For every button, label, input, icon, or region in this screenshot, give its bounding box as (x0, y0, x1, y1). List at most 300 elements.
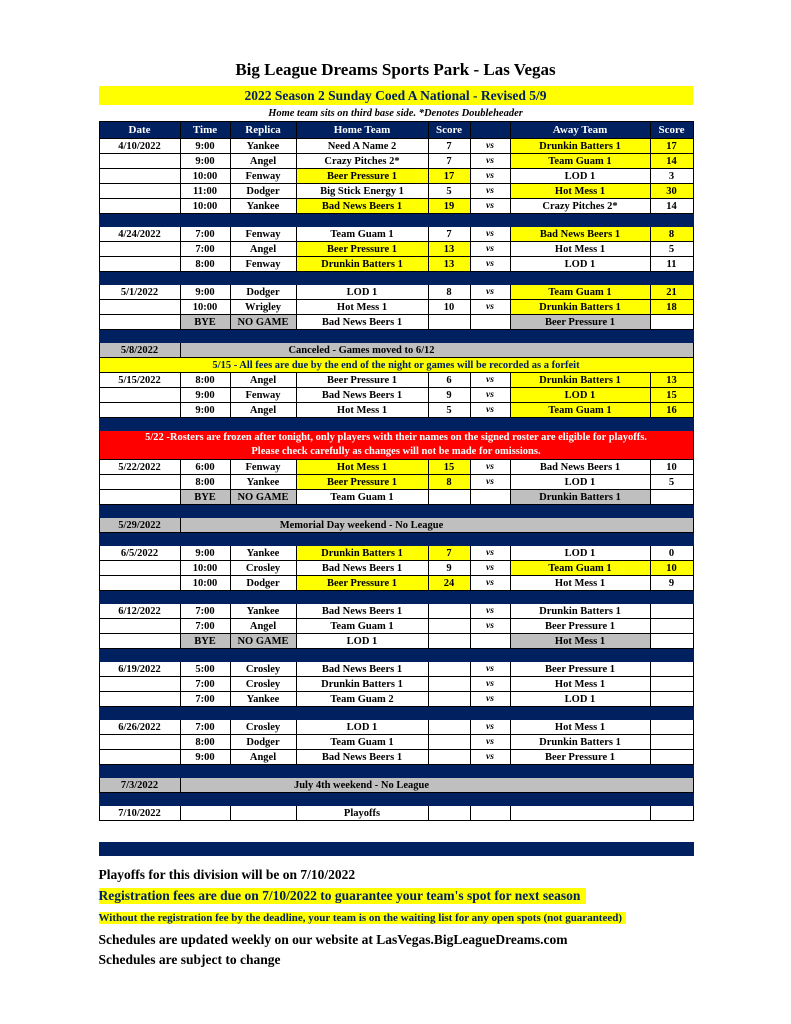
registration-fee-note: Registration fees are due on 7/10/2022 to guarantee your team's spot for next season (99, 888, 587, 904)
away-team-cell: Hot Mess 1 (510, 242, 650, 257)
time-cell: 9:00 (180, 403, 230, 418)
roster-alert-row (99, 431, 693, 460)
game-row (99, 460, 693, 475)
time-cell: 7:00 (180, 692, 230, 707)
game-row (99, 373, 693, 388)
replica-cell: Dodger (230, 735, 296, 750)
replica-cell: Fenway (230, 227, 296, 242)
vs-cell: vs (470, 662, 510, 677)
home-team-cell: Team Guam 1 (296, 227, 428, 242)
home-score-cell: 5 (428, 403, 470, 418)
schedule-sheet (99, 86, 693, 856)
col-header-score: Score (650, 122, 693, 139)
game-row (99, 475, 693, 490)
away-score-cell: 10 (650, 561, 693, 576)
time-cell: 9:00 (180, 154, 230, 169)
replica-cell: Dodger (230, 285, 296, 300)
away-score-cell: 13 (650, 373, 693, 388)
home-team-cell: Team Guam 1 (296, 735, 428, 750)
separator-band (99, 533, 693, 546)
away-score-cell (650, 806, 693, 821)
notice-row (99, 778, 693, 793)
home-team-note: Home team sits on third base side. *Denotes Doubleheader (268, 108, 523, 119)
date-cell (99, 475, 180, 490)
away-team-cell: LOD 1 (510, 475, 650, 490)
separator-row (99, 272, 693, 285)
away-score-cell: 11 (650, 257, 693, 272)
home-team-cell: Drunkin Batters 1 (296, 257, 428, 272)
separator-band (99, 214, 693, 227)
notice-row (99, 343, 693, 358)
separator-row (99, 649, 693, 662)
notice-date-cell: 5/8/2022 (99, 343, 180, 358)
separator-band (99, 591, 693, 604)
away-team-cell: Team Guam 1 (510, 561, 650, 576)
away-team-cell: Bad News Beers 1 (510, 460, 650, 475)
away-team-cell: Beer Pressure 1 (510, 662, 650, 677)
blank-band (99, 821, 693, 843)
home-score-cell: 7 (428, 227, 470, 242)
vs-cell (470, 634, 510, 649)
home-score-cell: 9 (428, 388, 470, 403)
game-row (99, 561, 693, 576)
home-score-cell (428, 604, 470, 619)
separator-band (99, 272, 693, 285)
subject-to-change-note: Schedules are subject to change (98, 952, 281, 967)
away-team-cell: Drunkin Batters 1 (510, 139, 650, 154)
vs-cell: vs (470, 257, 510, 272)
col-header-time: Time (180, 122, 230, 139)
vs-cell: vs (470, 242, 510, 257)
home-score-cell: 13 (428, 242, 470, 257)
date-cell (99, 634, 180, 649)
game-row (99, 692, 693, 707)
away-score-cell: 8 (650, 227, 693, 242)
home-team-cell: Bad News Beers 1 (296, 199, 428, 214)
game-row (99, 750, 693, 765)
away-score-cell: 30 (650, 184, 693, 199)
separator-row (99, 533, 693, 546)
no-game-cell: NO GAME (230, 634, 296, 649)
vs-cell: vs (470, 677, 510, 692)
home-score-cell (428, 619, 470, 634)
date-cell: 4/24/2022 (99, 227, 180, 242)
away-team-cell: Beer Pressure 1 (510, 315, 650, 330)
replica-cell: Wrigley (230, 300, 296, 315)
fees-banner-text: 5/15 - All fees are due by the end of the night or games will be recorded as a forfeit (99, 358, 693, 373)
game-row (99, 300, 693, 315)
game-row (99, 720, 693, 735)
playoffs-date-note: Playoffs for this division will be on 7/10/2022 (98, 867, 356, 882)
home-team-cell: Beer Pressure 1 (296, 576, 428, 591)
time-cell: 5:00 (180, 662, 230, 677)
vs-cell: vs (470, 735, 510, 750)
replica-cell: Angel (230, 619, 296, 634)
replica-cell: Yankee (230, 604, 296, 619)
separator-row (99, 793, 693, 806)
time-cell: 9:00 (180, 546, 230, 561)
home-team-cell: Beer Pressure 1 (296, 242, 428, 257)
replica-cell: Fenway (230, 257, 296, 272)
home-score-cell (428, 720, 470, 735)
time-cell: 9:00 (180, 388, 230, 403)
away-team-cell: Bad News Beers 1 (510, 227, 650, 242)
no-game-cell: NO GAME (230, 315, 296, 330)
bye-row (99, 315, 693, 330)
notice-text-cell: Memorial Day weekend - No League (180, 518, 693, 533)
replica-cell: Yankee (230, 546, 296, 561)
vs-cell: vs (470, 169, 510, 184)
game-row (99, 662, 693, 677)
home-team-cell: Team Guam 2 (296, 692, 428, 707)
away-score-cell: 9 (650, 576, 693, 591)
away-team-cell: Hot Mess 1 (510, 677, 650, 692)
separator-row (99, 330, 693, 343)
home-team-cell: Team Guam 1 (296, 490, 428, 505)
blank-row (99, 821, 693, 843)
home-score-cell: 7 (428, 546, 470, 561)
home-score-cell (428, 634, 470, 649)
replica-cell: Yankee (230, 475, 296, 490)
away-score-cell: 21 (650, 285, 693, 300)
away-score-cell: 5 (650, 475, 693, 490)
away-score-cell (650, 750, 693, 765)
date-cell (99, 735, 180, 750)
home-team-cell: Bad News Beers 1 (296, 604, 428, 619)
playoffs-row (99, 806, 693, 821)
away-team-cell: Beer Pressure 1 (510, 750, 650, 765)
home-team-cell: Beer Pressure 1 (296, 373, 428, 388)
away-score-cell: 10 (650, 460, 693, 475)
away-score-cell (650, 720, 693, 735)
time-cell: 10:00 (180, 561, 230, 576)
date-cell (99, 199, 180, 214)
vs-cell: vs (470, 460, 510, 475)
date-cell (99, 750, 180, 765)
separator-row (99, 765, 693, 778)
away-team-cell: LOD 1 (510, 546, 650, 561)
separator-row (99, 591, 693, 604)
date-cell: 6/12/2022 (99, 604, 180, 619)
date-cell: 6/26/2022 (99, 720, 180, 735)
away-team-cell: LOD 1 (510, 388, 650, 403)
time-cell: 9:00 (180, 285, 230, 300)
vs-cell: vs (470, 199, 510, 214)
alert-line: Please check carefully as changes will not be made for omissions. (251, 446, 541, 457)
separator-row (99, 505, 693, 518)
vs-cell: vs (470, 184, 510, 199)
time-cell: 6:00 (180, 460, 230, 475)
col-header-score: Score (428, 122, 470, 139)
schedule-table (99, 121, 694, 856)
replica-cell: Angel (230, 750, 296, 765)
time-cell: 11:00 (180, 184, 230, 199)
vs-cell: vs (470, 750, 510, 765)
vs-cell: vs (470, 604, 510, 619)
home-score-cell: 9 (428, 561, 470, 576)
time-cell: 7:00 (180, 619, 230, 634)
home-score-cell (428, 806, 470, 821)
game-row (99, 619, 693, 634)
vs-cell: vs (470, 154, 510, 169)
home-score-cell: 24 (428, 576, 470, 591)
home-score-cell: 10 (428, 300, 470, 315)
replica-cell: Angel (230, 154, 296, 169)
away-team-cell: Team Guam 1 (510, 403, 650, 418)
separator-band (99, 793, 693, 806)
date-cell: 5/22/2022 (99, 460, 180, 475)
game-row (99, 199, 693, 214)
home-score-cell: 8 (428, 285, 470, 300)
game-row (99, 154, 693, 169)
date-cell (99, 169, 180, 184)
vs-cell: vs (470, 300, 510, 315)
away-team-cell: Crazy Pitches 2* (510, 199, 650, 214)
separator-row (99, 843, 693, 856)
separator-row (99, 214, 693, 227)
date-cell (99, 315, 180, 330)
game-row (99, 546, 693, 561)
time-cell: 7:00 (180, 242, 230, 257)
no-game-cell: NO GAME (230, 490, 296, 505)
notice-text-cell: July 4th weekend - No League (180, 778, 693, 793)
bye-cell: BYE (180, 634, 230, 649)
away-team-cell: Drunkin Batters 1 (510, 373, 650, 388)
time-cell: 7:00 (180, 604, 230, 619)
home-team-cell: Beer Pressure 1 (296, 475, 428, 490)
away-score-cell: 18 (650, 300, 693, 315)
game-row (99, 139, 693, 154)
date-cell (99, 300, 180, 315)
date-cell (99, 403, 180, 418)
home-score-cell: 13 (428, 257, 470, 272)
separator-band (99, 843, 693, 856)
table-body (99, 139, 693, 856)
col-header-vs (470, 122, 510, 139)
replica-cell: Yankee (230, 139, 296, 154)
game-row (99, 285, 693, 300)
away-score-cell: 14 (650, 154, 693, 169)
home-team-cell: Bad News Beers 1 (296, 561, 428, 576)
away-score-cell: 3 (650, 169, 693, 184)
game-row (99, 169, 693, 184)
away-team-cell (510, 806, 650, 821)
time-cell: 8:00 (180, 475, 230, 490)
replica-cell: Dodger (230, 576, 296, 591)
away-team-cell: Drunkin Batters 1 (510, 604, 650, 619)
game-row (99, 184, 693, 199)
replica-cell (230, 806, 296, 821)
away-team-cell: Hot Mess 1 (510, 576, 650, 591)
replica-cell: Yankee (230, 692, 296, 707)
replica-cell: Fenway (230, 460, 296, 475)
replica-cell: Crosley (230, 561, 296, 576)
home-team-cell: Hot Mess 1 (296, 403, 428, 418)
date-cell: 5/15/2022 (99, 373, 180, 388)
vs-cell: vs (470, 227, 510, 242)
replica-cell: Dodger (230, 184, 296, 199)
replica-cell: Angel (230, 403, 296, 418)
time-cell: 7:00 (180, 227, 230, 242)
away-score-cell: 17 (650, 139, 693, 154)
away-team-cell: Hot Mess 1 (510, 634, 650, 649)
game-row (99, 227, 693, 242)
vs-cell (470, 315, 510, 330)
date-cell (99, 692, 180, 707)
away-score-cell (650, 490, 693, 505)
replica-cell: Crosley (230, 677, 296, 692)
separator-band (99, 765, 693, 778)
date-cell (99, 576, 180, 591)
roster-alert-text (99, 431, 693, 460)
time-cell: 7:00 (180, 720, 230, 735)
home-score-cell: 19 (428, 199, 470, 214)
separator-band (99, 505, 693, 518)
away-team-cell: Drunkin Batters 1 (510, 300, 650, 315)
away-score-cell (650, 315, 693, 330)
away-score-cell: 5 (650, 242, 693, 257)
away-score-cell (650, 619, 693, 634)
away-score-cell: 15 (650, 388, 693, 403)
game-row (99, 403, 693, 418)
home-score-cell: 7 (428, 139, 470, 154)
home-score-cell (428, 750, 470, 765)
away-score-cell: 0 (650, 546, 693, 561)
away-team-cell: Hot Mess 1 (510, 720, 650, 735)
date-cell: 5/1/2022 (99, 285, 180, 300)
game-row (99, 677, 693, 692)
vs-cell: vs (470, 619, 510, 634)
separator-band (99, 649, 693, 662)
col-header-away-team: Away Team (510, 122, 650, 139)
date-cell (99, 257, 180, 272)
replica-cell: Yankee (230, 199, 296, 214)
home-score-cell: 8 (428, 475, 470, 490)
vs-cell: vs (470, 561, 510, 576)
away-team-cell: Beer Pressure 1 (510, 619, 650, 634)
home-team-cell: Bad News Beers 1 (296, 750, 428, 765)
home-team-cell: LOD 1 (296, 285, 428, 300)
time-cell (180, 806, 230, 821)
home-score-cell (428, 315, 470, 330)
time-cell: 9:00 (180, 750, 230, 765)
col-header-date: Date (99, 122, 180, 139)
separator-row (99, 418, 693, 431)
page-title: Big League Dreams Sports Park - Las Vegas (235, 60, 556, 79)
season-banner: 2022 Season 2 Sunday Coed A National - Revised 5/9 (99, 86, 693, 105)
time-cell: 7:00 (180, 677, 230, 692)
home-team-cell: Crazy Pitches 2* (296, 154, 428, 169)
home-team-cell: Need A Name 2 (296, 139, 428, 154)
home-team-cell: Beer Pressure 1 (296, 169, 428, 184)
home-score-cell: 17 (428, 169, 470, 184)
away-team-cell: LOD 1 (510, 692, 650, 707)
home-team-cell: Hot Mess 1 (296, 300, 428, 315)
away-team-cell: Team Guam 1 (510, 285, 650, 300)
away-score-cell (650, 634, 693, 649)
notice-text-cell: Canceled - Games moved to 6/12 (180, 343, 693, 358)
vs-cell: vs (470, 720, 510, 735)
home-score-cell: 15 (428, 460, 470, 475)
time-cell: 8:00 (180, 257, 230, 272)
vs-cell: vs (470, 576, 510, 591)
home-team-cell: LOD 1 (296, 634, 428, 649)
vs-cell: vs (470, 403, 510, 418)
date-cell (99, 490, 180, 505)
date-cell: 4/10/2022 (99, 139, 180, 154)
waitlist-note: Without the registration fee by the deadline, your team is on the waiting list for any open spots (not guaranteed) (99, 912, 627, 924)
replica-cell: Crosley (230, 662, 296, 677)
bye-cell: BYE (180, 490, 230, 505)
home-score-cell: 5 (428, 184, 470, 199)
vs-cell: vs (470, 692, 510, 707)
vs-cell: vs (470, 475, 510, 490)
col-header-replica: Replica (230, 122, 296, 139)
away-score-cell (650, 735, 693, 750)
home-team-cell: Bad News Beers 1 (296, 662, 428, 677)
home-team-cell: Team Guam 1 (296, 619, 428, 634)
separator-row (99, 707, 693, 720)
vs-cell (470, 490, 510, 505)
separator-band (99, 418, 693, 431)
vs-cell (470, 806, 510, 821)
home-team-cell: Hot Mess 1 (296, 460, 428, 475)
time-cell: 10:00 (180, 576, 230, 591)
game-row (99, 604, 693, 619)
notice-date-cell: 7/3/2022 (99, 778, 180, 793)
date-cell: 6/19/2022 (99, 662, 180, 677)
home-team-cell: Drunkin Batters 1 (296, 677, 428, 692)
home-score-cell (428, 735, 470, 750)
away-score-cell: 14 (650, 199, 693, 214)
date-cell (99, 388, 180, 403)
alert-line: 5/22 -Rosters are frozen after tonight, only players with their names on the signed roster are eligible for playoffs. (145, 432, 647, 443)
replica-cell: Fenway (230, 388, 296, 403)
home-score-cell (428, 692, 470, 707)
time-cell: 10:00 (180, 300, 230, 315)
home-team-cell: LOD 1 (296, 720, 428, 735)
website-note: Schedules are updated weekly on our website at LasVegas.BigLeagueDreams.com (98, 932, 568, 947)
bye-row (99, 490, 693, 505)
time-cell: 10:00 (180, 199, 230, 214)
playoffs-label-cell: Playoffs (296, 806, 428, 821)
game-row (99, 257, 693, 272)
table-header-row (99, 122, 693, 139)
home-score-cell: 7 (428, 154, 470, 169)
replica-cell: Fenway (230, 169, 296, 184)
time-cell: 8:00 (180, 735, 230, 750)
home-team-cell: Bad News Beers 1 (296, 315, 428, 330)
home-team-cell: Big Stick Energy 1 (296, 184, 428, 199)
date-cell (99, 677, 180, 692)
home-score-cell (428, 490, 470, 505)
home-score-cell (428, 662, 470, 677)
replica-cell: Angel (230, 242, 296, 257)
home-team-cell: Bad News Beers 1 (296, 388, 428, 403)
away-team-cell: Team Guam 1 (510, 154, 650, 169)
time-cell: 9:00 (180, 139, 230, 154)
home-score-cell: 6 (428, 373, 470, 388)
game-row (99, 388, 693, 403)
separator-band (99, 707, 693, 720)
away-score-cell: 16 (650, 403, 693, 418)
replica-cell: Crosley (230, 720, 296, 735)
home-score-cell (428, 677, 470, 692)
notice-date-cell: 5/29/2022 (99, 518, 180, 533)
fees-banner-row (99, 358, 693, 373)
replica-cell: Angel (230, 373, 296, 388)
bye-cell: BYE (180, 315, 230, 330)
